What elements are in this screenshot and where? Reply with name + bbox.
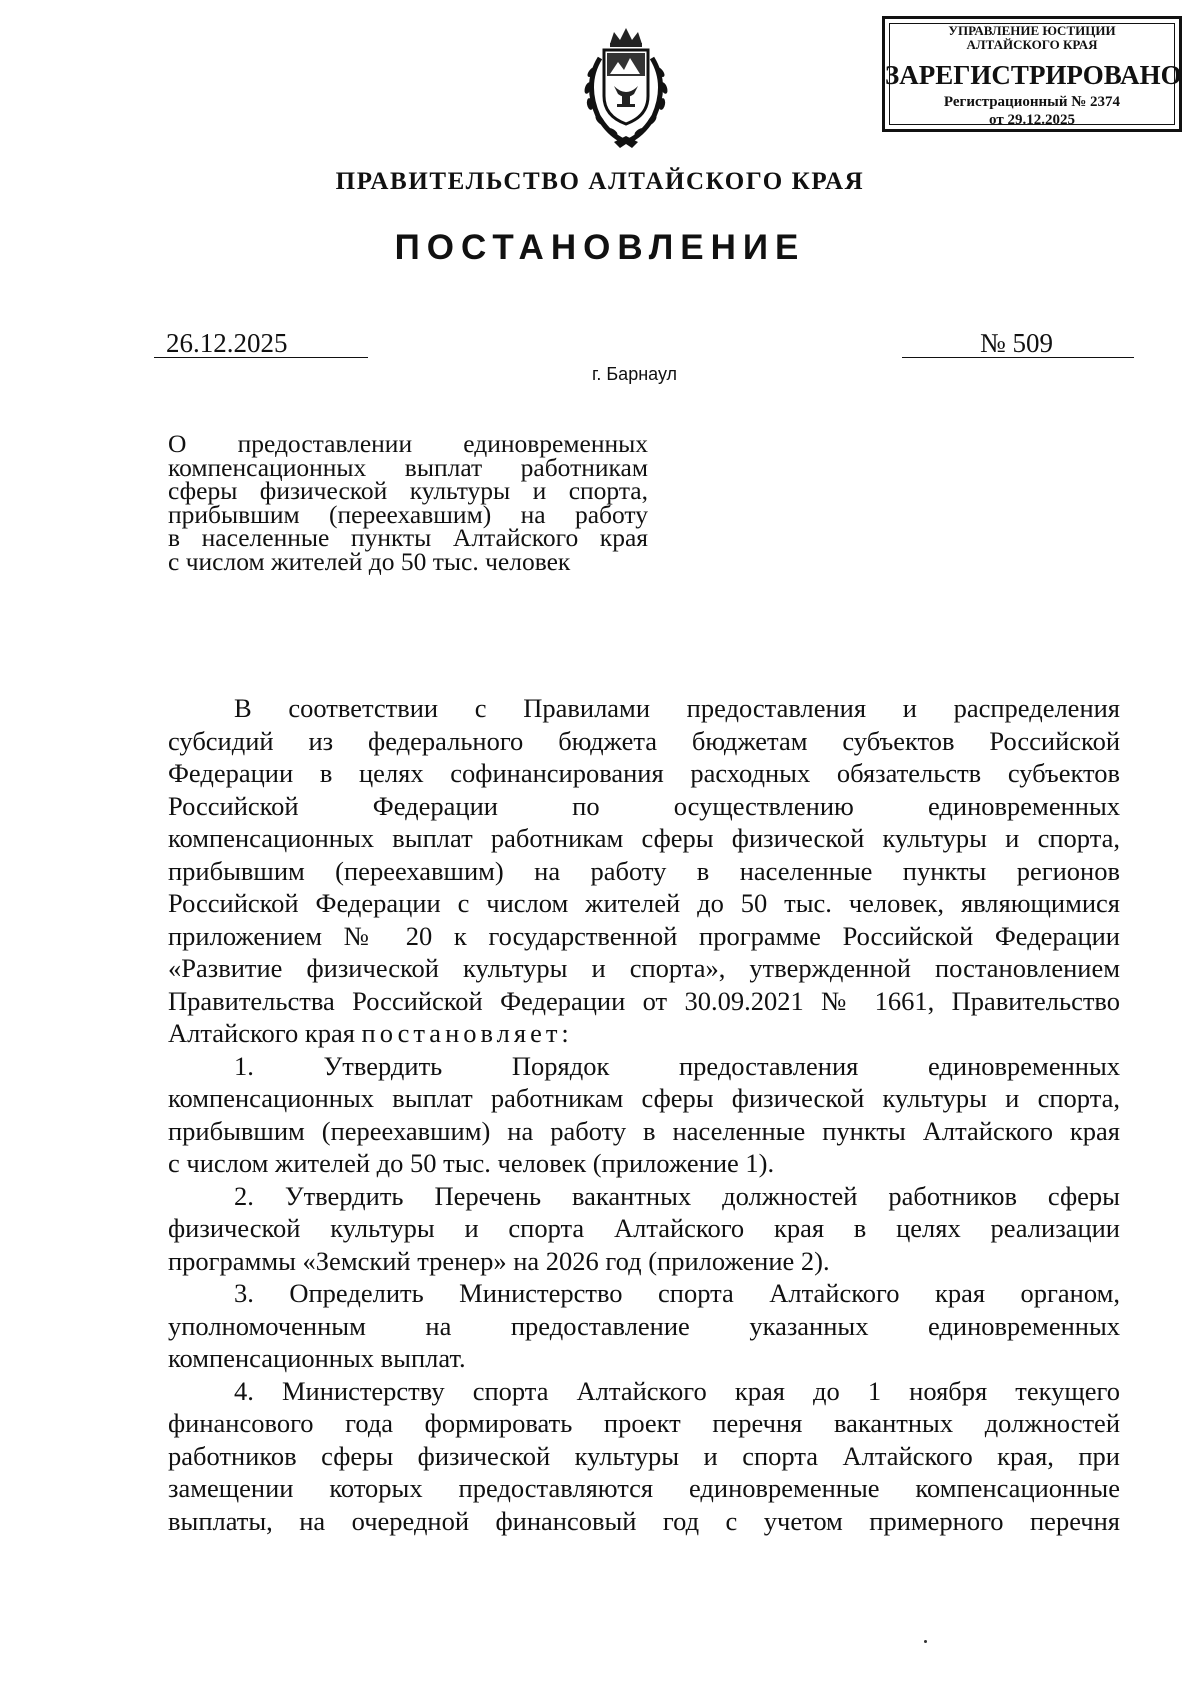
item-3-line: 3. Определить Министерство спорта Алтайского края органом, xyxy=(234,1278,1120,1308)
stamp-reg-date: от 29.12.2025 xyxy=(989,112,1075,128)
preamble-line: Правительства Российской Федерации от 30.09.2021 № 1661, Правительство xyxy=(168,985,1120,1016)
item-2-line: физической культуры и спорта Алтайского края в целях реализации xyxy=(168,1213,1120,1243)
item-2-line: 2. Утвердить Перечень вакантных должностей работников сферы xyxy=(234,1180,1120,1211)
subject-line: компенсационных выплат работникам xyxy=(168,452,648,482)
item-4-line: финансового года формировать проект перечня вакантных должностей xyxy=(168,1408,1120,1438)
preamble-end: Алтайского края xyxy=(168,1018,355,1048)
issuing-authority: ПРАВИТЕЛЬСТВО АЛТАЙСКОГО КРАЯ xyxy=(335,168,865,195)
item-4-line: 4. Министерству спорта Алтайского края до 1 ноября текущего xyxy=(234,1375,1120,1406)
subject-line: прибывшим (переехавшим) на работу xyxy=(168,499,648,529)
item-4-line: выплаты, на очередной финансовый год с учетом примерного перечня xyxy=(168,1505,1120,1536)
preamble-line: «Развитие физической культуры и спорта», утвержденной постановлением xyxy=(168,953,1120,983)
subject-line: с числом жителей до 50 тыс. человек xyxy=(168,546,571,576)
subject-line: сферы физической культуры и спорта, xyxy=(168,476,648,505)
stamp-authority-line2: АЛТАЙСКОГО КРАЯ xyxy=(966,37,1098,52)
preamble-line: Российской Федерации с числом жителей до 50 тыс. человек, являющимися xyxy=(168,888,1120,918)
subject-line: О предоставлении единовременных xyxy=(168,429,648,458)
item-4-line: работников сферы физической культуры и спорта Алтайского края, при xyxy=(168,1440,1120,1471)
preamble-line: компенсационных выплат работникам сферы физической культуры и спорта, xyxy=(168,823,1120,853)
stamp-status: ЗАРЕГИСТРИРОВАНО xyxy=(885,60,1182,90)
preamble-line: приложением № 20 к государственной программе Российской Федерации xyxy=(168,920,1120,951)
item-1-line: 1. Утвердить Порядок предоставления единовременных xyxy=(234,1050,1120,1081)
stamp-authority-line1: УПРАВЛЕНИЕ ЮСТИЦИИ xyxy=(948,23,1116,38)
preamble-line: В соответствии с Правилами предоставления и распределения xyxy=(234,693,1120,723)
item-1-line: с числом жителей до 50 тыс. человек (приложение 1). xyxy=(168,1148,775,1178)
preamble-last-line xyxy=(168,1017,1120,1050)
preamble-line: Федерации в целях софинансирования расходных обязательств субъектов xyxy=(168,758,1120,788)
subject-line: в населенные пункты Алтайского края xyxy=(168,523,648,552)
registration-stamp xyxy=(882,16,1182,132)
coat-of-arms-icon xyxy=(574,24,678,152)
item-1-line: прибывшим (переехавшим) на работу в населенные пункты Алтайского края xyxy=(168,1115,1120,1146)
item-1-line: компенсационных выплат работникам сферы физической культуры и спорта, xyxy=(168,1083,1120,1113)
document-city: г. Барнаул xyxy=(592,364,678,384)
document-body xyxy=(168,692,1120,1537)
preamble-line: Российской Федерации по осуществлению единовременных xyxy=(168,790,1120,821)
preamble-line: прибывшим (переехавшим) на работу в населенные пункты регионов xyxy=(168,855,1120,886)
item-3-line: компенсационных выплат. xyxy=(168,1343,466,1373)
scan-speck xyxy=(924,1640,927,1643)
stamp-reg-number: Регистрационный № 2374 xyxy=(943,94,1121,110)
number-underline xyxy=(902,357,1134,358)
item-2-line: программы «Земский тренер» на 2026 год (приложение 2). xyxy=(168,1245,830,1276)
decrees-word: постановляет: xyxy=(361,1018,573,1048)
preamble-line: субсидий из федерального бюджета бюджетам субъектов Российской xyxy=(168,725,1120,756)
document-date: 26.12.2025 xyxy=(166,328,288,358)
item-3-line: уполномоченным на предоставление указанных единовременных xyxy=(168,1310,1120,1341)
document-type: ПОСТАНОВЛЕНИЕ xyxy=(394,228,806,267)
date-underline xyxy=(154,357,368,358)
document-subject xyxy=(168,429,648,576)
document-number: № 509 xyxy=(980,328,1054,358)
item-4-line: замещении которых предоставляются единовременные компенсационные xyxy=(168,1473,1120,1503)
